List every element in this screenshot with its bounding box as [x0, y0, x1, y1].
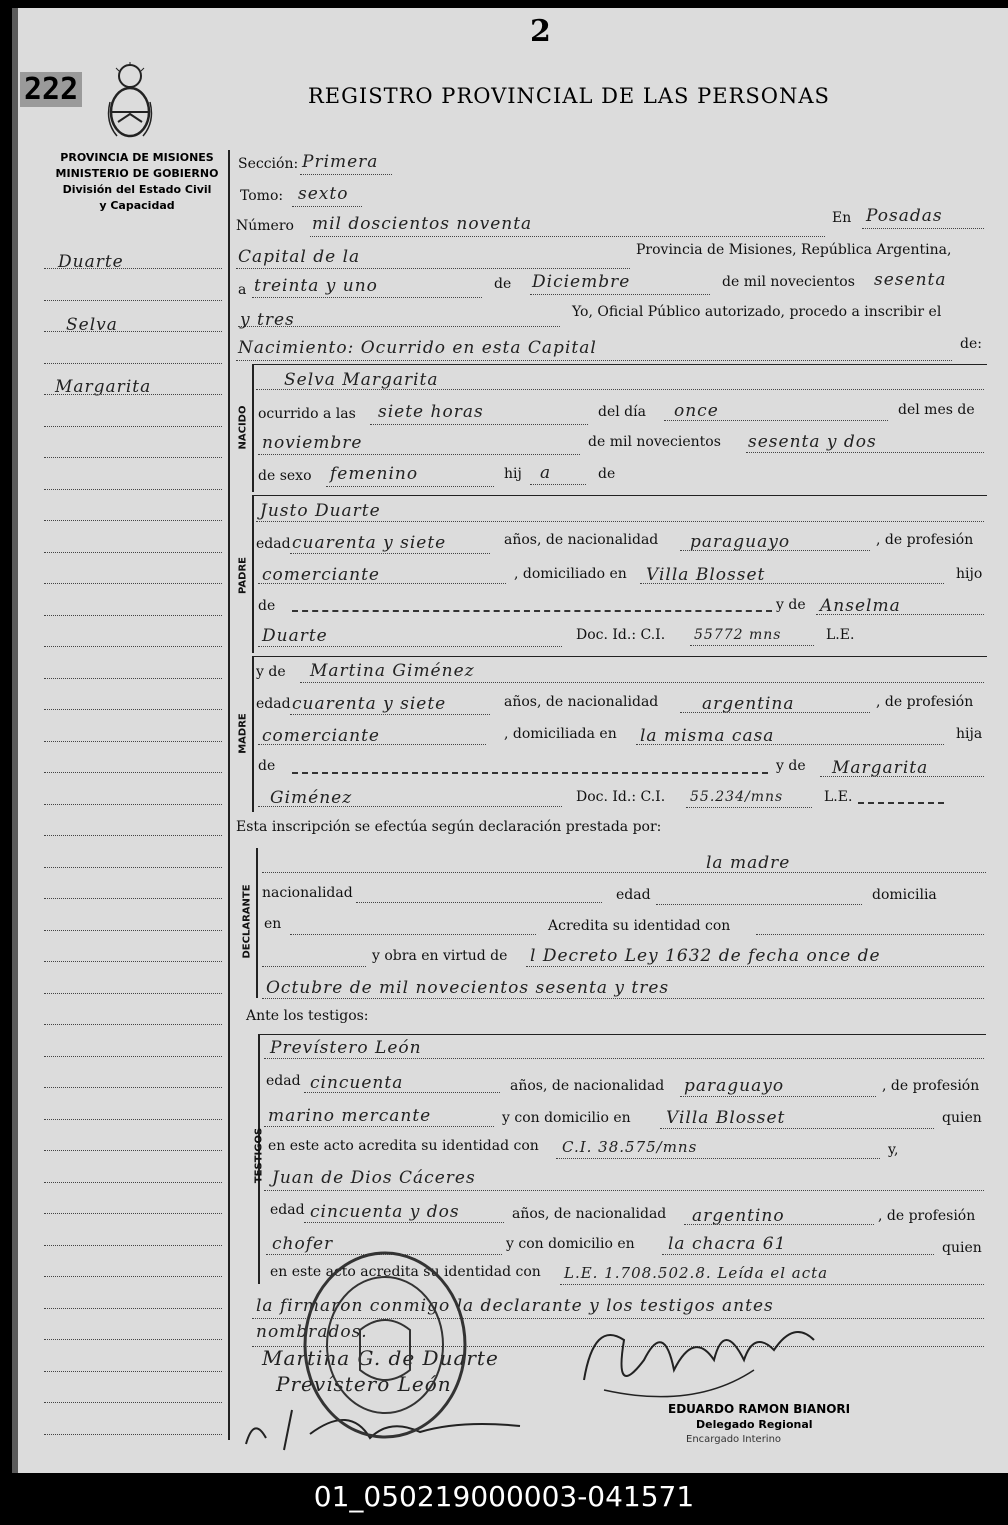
birth-mil-label: de mil novecientos	[588, 434, 721, 450]
official-name: EDUARDO RAMON BIANORI	[668, 1402, 851, 1416]
padre-name: Justo Duarte	[260, 501, 381, 521]
margin-divider	[228, 150, 230, 1440]
a-label: a	[238, 282, 247, 298]
margin-rule	[44, 457, 222, 458]
madre-age-value: cuarenta y siete	[292, 694, 447, 714]
margin-rule	[44, 961, 222, 962]
witness1-nacionalidad-value: paraguayo	[684, 1076, 785, 1096]
hour-value: siete horas	[378, 402, 484, 422]
padre-edad-label: edad	[256, 536, 291, 552]
coat-of-arms-emblem	[105, 62, 155, 144]
margin-rule	[44, 993, 222, 994]
declarante-domicilia-label: domicilia	[872, 887, 937, 903]
margin-rule	[44, 615, 222, 616]
mil-novecientos-label: de mil novecientos	[722, 274, 855, 290]
madre-nacionalidad-label: años, de nacionalidad	[504, 694, 659, 710]
month-value: Diciembre	[532, 272, 631, 292]
margin-rule	[44, 1213, 222, 1214]
margin-second-name: Margarita	[55, 377, 152, 397]
witness2-name: Juan de Dios Cáceres	[272, 1168, 476, 1188]
margin-rule	[44, 646, 222, 647]
witness2-age-value: cincuenta y dos	[310, 1202, 460, 1222]
witness1-age-value: cincuenta	[310, 1073, 404, 1093]
witness1-y-label: y,	[888, 1142, 899, 1158]
madre-father-blank	[292, 760, 768, 774]
margin-rule	[44, 1371, 222, 1372]
year-value-1: sesenta	[874, 270, 947, 290]
numero-label: Número	[236, 218, 294, 234]
margin-rule	[44, 772, 222, 773]
witness2-edad-label: edad	[270, 1202, 305, 1218]
witness2-nacionalidad-label: años, de nacionalidad	[512, 1206, 667, 1222]
madre-profession-value: comerciante	[262, 726, 380, 746]
margin-rule	[44, 1308, 222, 1309]
margin-rule	[44, 804, 222, 805]
madre-y-de-label: y de	[256, 664, 286, 680]
decree-value-1: l Decreto Ley 1632 de fecha once de	[530, 946, 881, 966]
del-mes-label: del mes de	[898, 402, 975, 418]
witness2-quien-label: quien	[942, 1240, 982, 1256]
closing-line-2: nombrados.	[256, 1322, 368, 1342]
authority-line-1: PROVINCIA DE MISIONES	[60, 151, 214, 164]
madre-de-label: de	[258, 758, 276, 774]
padre-profesion-label: , de profesión	[876, 532, 974, 548]
numero-value: mil doscientos noventa	[312, 214, 533, 234]
declarante-en-label: en	[264, 916, 282, 932]
margin-rule	[44, 741, 222, 742]
margin-rule	[44, 678, 222, 679]
closing-line: la firmaron conmigo la declarante y los testigos antes	[256, 1296, 774, 1316]
witness1-profession-value: marino mercante	[268, 1106, 432, 1126]
declarante-edad-label: edad	[616, 887, 651, 903]
madre-mother-surname: Giménez	[270, 788, 353, 808]
madre-edad-label: edad	[256, 696, 291, 712]
witness2-domicilio-label: y con domicilio en	[506, 1236, 635, 1252]
margin-rule	[44, 394, 222, 395]
madre-mother-name: Margarita	[832, 758, 929, 778]
madre-le-label: L.E.	[824, 789, 853, 805]
declaracion-text: Esta inscripción se efectúa según declaración prestada por:	[236, 819, 662, 835]
hij-de-label: de	[598, 466, 616, 482]
margin-rule	[44, 898, 222, 899]
margin-rule	[44, 1024, 222, 1025]
testigos-section-label: TESTIGOS	[253, 1127, 265, 1184]
birth-day-value: once	[674, 401, 719, 421]
margin-rule	[44, 867, 222, 868]
margin-rule	[44, 331, 222, 332]
madre-domicile-value: la misma casa	[640, 726, 775, 746]
authority-line-4: y Capacidad	[99, 199, 175, 212]
declarante-virtud-label: y obra en virtud de	[372, 948, 508, 964]
madre-profesion-label: , de profesión	[876, 694, 974, 710]
document-title: REGISTRO PROVINCIAL DE LAS PERSONAS	[308, 84, 830, 108]
padre-father-blank	[292, 598, 772, 612]
tomo-value: sexto	[298, 184, 349, 204]
witness1-profesion-label: , de profesión	[882, 1078, 980, 1094]
madre-nacionalidad-value: argentina	[702, 694, 795, 714]
witness1-domicile-value: Villa Blosset	[666, 1108, 786, 1128]
padre-nacionalidad-label: años, de nacionalidad	[504, 532, 659, 548]
signature-witness1: Prevístero León	[276, 1372, 452, 1396]
margin-rule	[44, 583, 222, 584]
en-value: Posadas	[866, 206, 943, 226]
day-value: treinta y uno	[254, 276, 378, 296]
witness2-profesion-label: , de profesión	[878, 1208, 976, 1224]
madre-section-label: MADRE	[237, 713, 249, 754]
margin-first-name: Selva	[66, 315, 118, 335]
witness1-domicilio-label: y con domicilio en	[502, 1110, 631, 1126]
year-value-2: y tres	[240, 310, 295, 330]
margin-rule	[44, 489, 222, 490]
signature-mother: Martina G. de Duarte	[262, 1346, 499, 1370]
oficial-text: Yo, Oficial Público autorizado, procedo a inscribir el	[572, 304, 942, 320]
authority-line-2: MINISTERIO DE GOBIERNO	[55, 167, 219, 180]
margin-rule	[44, 520, 222, 521]
margin-rule	[44, 363, 222, 364]
folio-number: 222	[20, 72, 82, 107]
madre-doc-label: Doc. Id.: C.I.	[576, 789, 666, 805]
ocurrido-label: ocurrido a las	[258, 406, 356, 422]
declarante-acredita-label: Acredita su identidad con	[548, 918, 731, 934]
margin-rule	[44, 1434, 222, 1435]
de-label-1: de	[494, 276, 512, 292]
en-label: En	[832, 210, 852, 226]
nacido-section-label: NACIDO	[237, 405, 249, 450]
madre-hija-label: hija	[956, 726, 983, 742]
padre-y-de-label: y de	[776, 597, 806, 613]
official-seal	[300, 1250, 470, 1440]
margin-rule	[44, 268, 222, 269]
margin-rule	[44, 552, 222, 553]
witness2-domicile-value: la chacra 61	[668, 1234, 787, 1254]
inscribir-value: Nacimiento: Ocurrido en esta Capital	[238, 338, 597, 358]
margin-rule	[44, 1087, 222, 1088]
sexo-value: femenino	[330, 464, 419, 484]
capital-value: Capital de la	[238, 247, 361, 267]
padre-le-label: L.E.	[826, 627, 855, 643]
tomo-label: Tomo:	[240, 188, 284, 204]
margin-rule	[44, 300, 222, 301]
authority-line-3: División del Estado Civil	[62, 183, 212, 196]
hij-label: hij	[504, 466, 522, 482]
padre-profession-value: comerciante	[262, 565, 380, 585]
seccion-label: Sección:	[238, 156, 299, 172]
sexo-label: de sexo	[258, 468, 312, 484]
padre-nacionalidad-value: paraguayo	[690, 532, 791, 552]
declarante-value: la madre	[706, 853, 791, 873]
margin-rule	[44, 426, 222, 427]
witness1-name: Prevístero León	[270, 1038, 422, 1058]
madre-name: Martina Giménez	[310, 661, 475, 681]
witness1-quien-label: quien	[942, 1110, 982, 1126]
margin-rule	[44, 1339, 222, 1340]
margin-rule	[44, 1245, 222, 1246]
margin-rule	[44, 1056, 222, 1057]
hij-value: a	[540, 463, 552, 483]
padre-age-value: cuarenta y siete	[292, 533, 447, 553]
madre-domiciliada-label: , domiciliada en	[504, 726, 617, 742]
decree-value-2: Octubre de mil novecientos sesenta y tres	[266, 978, 670, 998]
witness1-edad-label: edad	[266, 1073, 301, 1089]
official-subtitle: Encargado Interino	[686, 1434, 782, 1445]
margin-rule	[44, 930, 222, 931]
declarante-section-label: DECLARANTE	[241, 884, 253, 959]
margin-rule	[44, 1276, 222, 1277]
padre-section-label: PADRE	[237, 557, 249, 594]
padre-hijo-label: hijo	[956, 566, 983, 582]
witness2-doc-value: L.E. 1.708.502.8. Leída el acta	[564, 1264, 829, 1282]
birth-month-value: noviembre	[262, 433, 363, 453]
file-identifier: 01_050219000003-041571	[313, 1480, 695, 1513]
seccion-value: Primera	[302, 152, 379, 172]
nacido-name: Selva Margarita	[284, 370, 439, 390]
padre-domicile-value: Villa Blosset	[646, 565, 766, 585]
madre-y-de-label-2: y de	[776, 758, 806, 774]
witness1-doc-value: C.I. 38.575/mns	[562, 1138, 698, 1156]
padre-mother-surname: Duarte	[262, 626, 328, 646]
witness1-acto-label: en este acto acredita su identidad con	[268, 1138, 539, 1154]
birth-year-value: sesenta y dos	[748, 432, 877, 452]
margin-surname: Duarte	[58, 252, 124, 272]
del-dia-label: del día	[598, 404, 646, 420]
margin-rule	[44, 835, 222, 836]
padre-doc-label: Doc. Id.: C.I.	[576, 627, 666, 643]
witness2-nacionalidad-value: argentino	[692, 1206, 785, 1226]
margin-rule	[44, 1119, 222, 1120]
official-signature	[574, 1300, 834, 1410]
testigos-intro: Ante los testigos:	[246, 1008, 369, 1024]
padre-doc-value: 55772 mns	[694, 627, 782, 643]
witness2-profession-value: chofer	[272, 1234, 334, 1254]
margin-rule	[44, 1402, 222, 1403]
de-label-2: de:	[960, 336, 982, 352]
province-text: Provincia de Misiones, República Argentina,	[636, 242, 952, 258]
padre-mother-name: Anselma	[820, 596, 901, 616]
witness2-acto-label: en este acto acredita su identidad con	[270, 1264, 541, 1280]
page-number: 2	[530, 14, 551, 49]
margin-rule	[44, 1150, 222, 1151]
official-title: Delegado Regional	[696, 1418, 813, 1431]
declarante-nacionalidad-label: nacionalidad	[262, 885, 353, 901]
padre-domiciliado-label: , domiciliado en	[514, 566, 627, 582]
witness1-nacionalidad-label: años, de nacionalidad	[510, 1078, 665, 1094]
margin-rule	[44, 1182, 222, 1183]
issuing-authority	[48, 150, 226, 214]
padre-de-label: de	[258, 598, 276, 614]
madre-doc-value: 55.234/mns	[690, 789, 784, 805]
margin-rule	[44, 709, 222, 710]
